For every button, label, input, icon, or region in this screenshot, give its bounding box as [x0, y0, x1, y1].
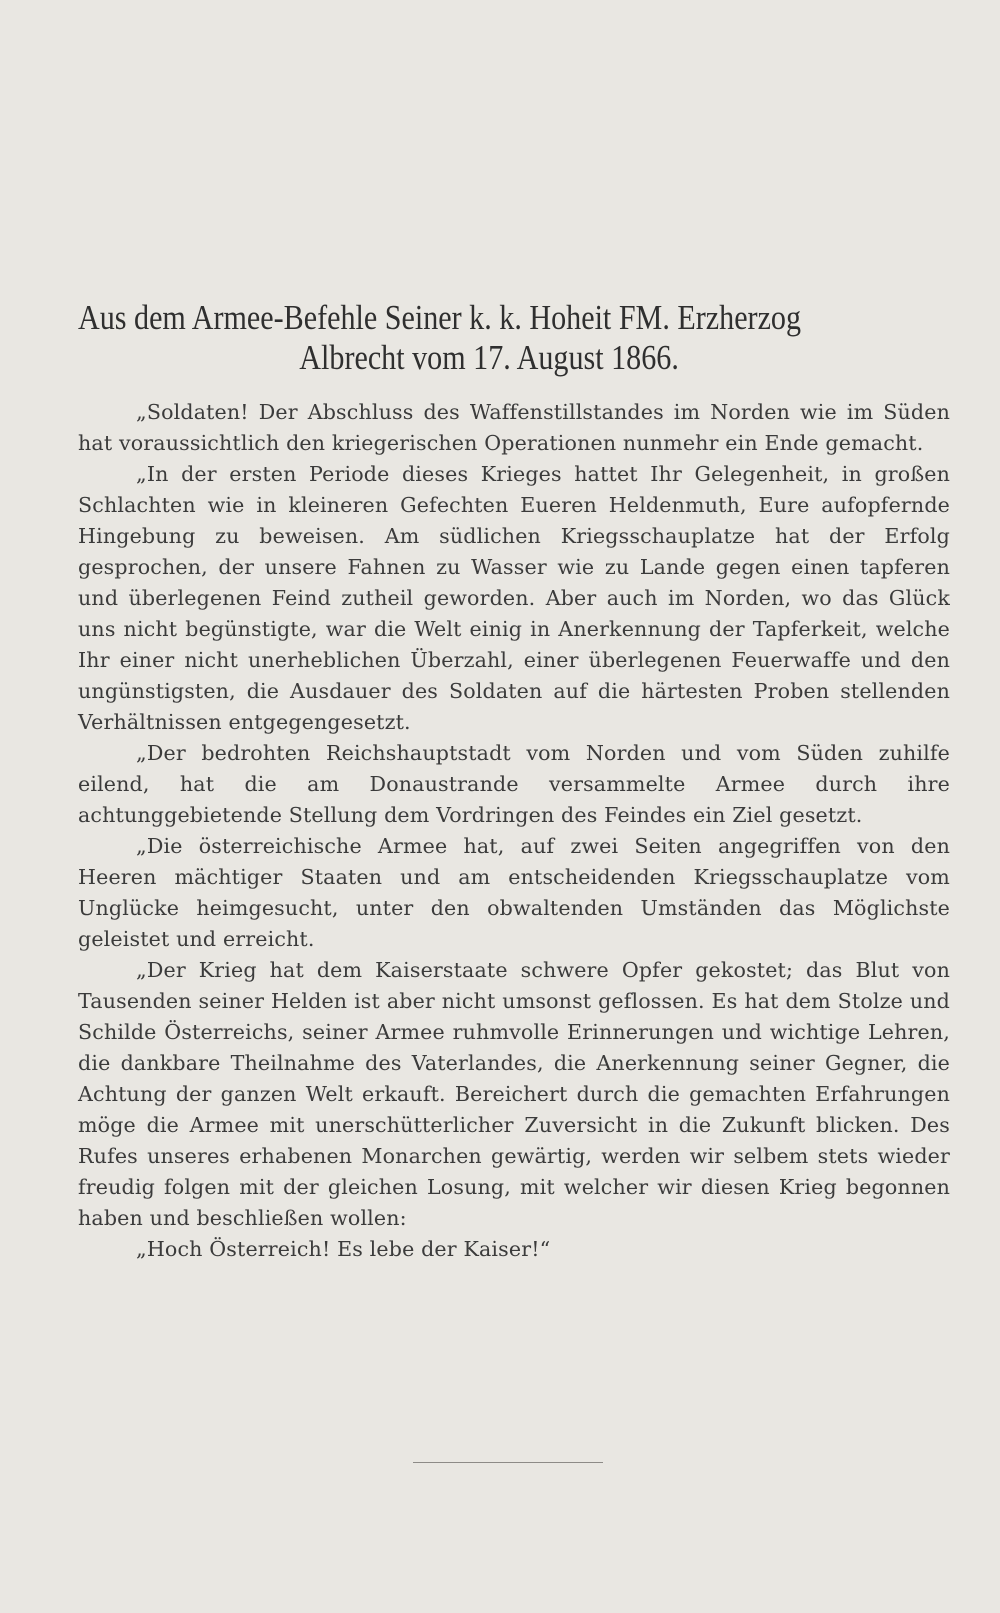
title-line-2: Albrecht vom 17. August 1866. [299, 338, 679, 377]
paragraph: „In der ersten Periode dieses Krieges hattet Ihr Gelegenheit, in großen Schlachten wie in kleineren Gefechten Eueren Heldenmuth, Eure aufopfernde Hingebung zu beweisen. Am südlichen Kriegsschauplatze hat der Erfolg gesprochen, der unsere Fahnen zu Wasser wie zu Lande gegen einen tapferen und überlegenen Feind zutheil geworden. Aber auch im Norden, wo das Glück uns nicht begünstigte, war die Welt einig in Anerkennung der Tapferkeit, welche Ihr einer nicht unerheblichen Überzahl, einer überlegenen Feuerwaffe und den ungünstigsten, die Ausdauer des Soldaten auf die härtesten Proben stellenden Verhältnissen entgegengesetzt. [78, 462, 950, 734]
paragraph: „Der bedrohten Reichshauptstadt vom Norden und vom Süden zuhilfe eilend, hat die am Donaustrande versammelte Armee durch ihre achtunggebietende Stellung dem Vordringen des Feindes ein Ziel gesetzt. [78, 741, 950, 827]
paragraph: „Hoch Österreich! Es lebe der Kaiser!“ [136, 1237, 551, 1261]
body-text [78, 397, 950, 1265]
end-divider [413, 1462, 603, 1463]
paragraph: „Der Krieg hat dem Kaiserstaate schwere Opfer gekostet; das Blut von Tausenden seiner Helden ist aber nicht umsonst geflossen. Es hat dem Stolze und Schilde Österreichs, seiner Armee ruhmvolle Erinnerungen und wichtige Lehren, die dankbare Theilnahme des Vaterlandes, die Anerkennung seiner Gegner, die Achtung der ganzen Welt erkauft. Bereichert durch die gemachten Erfahrungen möge die Armee mit unerschütterlicher Zuversicht in die Zukunft blicken. Des Rufes unseres erhabenen Monarchen gewärtig, werden wir selbem stets wieder freudig folgen mit der gleichen Losung, mit welcher wir diesen Krieg begonnen haben und beschließen wollen: [78, 958, 950, 1230]
paragraph: „Die österreichische Armee hat, auf zwei Seiten angegriffen von den Heeren mächtiger Staaten und am entscheidenden Kriegsschauplatze vom Unglücke heimgesucht, unter den obwaltenden Umständen das Möglichste geleistet und erreicht. [78, 834, 950, 951]
paragraph: „Soldaten! Der Abschluss des Waffenstillstandes im Norden wie im Süden hat voraussichtlich den kriegerischen Operationen nunmehr ein Ende gemacht. [78, 400, 950, 455]
title-line-1: Aus dem Armee-Befehle Seiner k. k. Hoheit FM. Erzherzog [78, 298, 802, 337]
page-title [78, 298, 952, 378]
